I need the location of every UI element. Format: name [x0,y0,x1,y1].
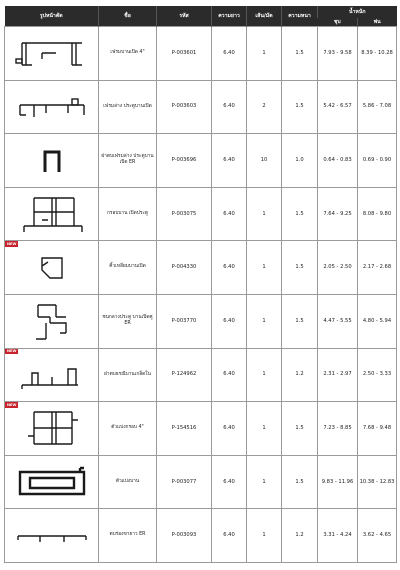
profile-code: P-124962 [157,348,212,402]
profile-weight-a: 2.05 - 2.50 [318,241,358,295]
table-row [5,348,397,402]
table-row [5,27,397,81]
profile-qty: 1 [247,348,282,402]
profile-weight-b: 4.80 - 5.94 [358,294,397,348]
profile-code: P-003696 [157,134,212,188]
profile-weight-b: 7.68 - 9.48 [358,402,397,456]
table-row [5,455,397,509]
profile-length: 6.40 [212,27,247,81]
profile-drawing-sash-divider [10,462,94,502]
header-weight-b: พ่น [358,18,397,27]
profile-name: คิ้วเหลี่ยมบานเปิด [99,241,157,295]
profile-name: ตัวแบ่งบาน [99,455,157,509]
header-name: ชื่อ [99,6,157,27]
profile-thickness: 1.5 [282,187,318,241]
profile-thickness: 1.5 [282,27,318,81]
profile-length: 6.40 [212,294,247,348]
profile-weight-a: 7.23 - 8.85 [318,402,358,456]
profile-thickness: 1.2 [282,509,318,563]
profile-name: เฟรมบานเปิด 4" [99,27,157,81]
profile-cell [5,187,99,241]
profile-cell [5,134,99,188]
profile-weight-a: 4.47 - 5.55 [318,294,358,348]
profile-name: กรอบบาน เปิดประตู [99,187,157,241]
profile-length: 6.40 [212,80,247,134]
profile-weight-b: 8.08 - 9.80 [358,187,397,241]
profile-weight-b: 3.62 - 4.65 [358,509,397,563]
profile-code: P-003093 [157,509,212,563]
profile-thickness: 1.5 [282,241,318,295]
profile-drawing-door-sash [12,192,92,236]
table-body [5,27,397,563]
profile-name: เฟรมล่าง ประตูบานเปิด [99,80,157,134]
profile-length: 6.40 [212,348,247,402]
header-weight: น้ำหนัก [318,6,397,18]
profile-length: 6.40 [212,402,247,456]
profile-cell [5,455,99,509]
profile-name: ฝาตบธรณีบานเกล็ดใน [99,348,157,402]
profile-weight-b: 2.50 - 3.33 [358,348,397,402]
profile-thickness: 1.5 [282,402,318,456]
profile-qty: 1 [247,294,282,348]
profile-drawing-square-trim [12,248,92,288]
profile-length: 6.40 [212,187,247,241]
profile-cell [5,402,99,456]
profile-table [4,6,397,563]
header-thickness: ความหนา [282,6,318,27]
profile-weight-a: 3.31 - 4.24 [318,509,358,563]
profile-cell [5,27,99,81]
profile-qty: 1 [247,455,282,509]
profile-weight-a: 0.64 - 0.83 [318,134,358,188]
profile-drawing-frame-4in [12,33,92,73]
profile-weight-a: 9.83 - 11.96 [318,455,358,509]
profile-length: 6.40 [212,509,247,563]
table-row [5,80,397,134]
profile-code: P-003077 [157,455,212,509]
profile-drawing-frame-divider [12,406,92,450]
header-weight-a: ชุบ [318,18,358,27]
profile-name: ฝาตบเฟรมล่าง ประตูบานเปิด ER [99,134,157,188]
profile-code: P-003601 [157,27,212,81]
profile-code: P-003603 [157,80,212,134]
profile-qty: 2 [247,80,282,134]
profile-code: P-003075 [157,187,212,241]
profile-cell [5,241,99,295]
profile-thickness: 1.2 [282,348,318,402]
new-badge: NEW [7,402,17,407]
profile-weight-a: 7.64 - 9.25 [318,187,358,241]
profile-drawing-long-groove-cover [10,516,94,556]
profile-drawing-bottom-frame [12,87,92,127]
profile-cell [5,509,99,563]
table-row [5,241,397,295]
header-qty: เส้น/มัด [247,6,282,27]
profile-weight-b: 0.69 - 0.90 [358,134,397,188]
table-row [5,294,397,348]
profile-qty: 1 [247,241,282,295]
profile-weight-b: 8.39 - 10.28 [358,27,397,81]
header-length: ความยาว [212,6,247,27]
profile-thickness: 1.5 [282,294,318,348]
profile-code: P-004330 [157,241,212,295]
new-badge: NEW [7,241,17,246]
profile-length: 6.40 [212,241,247,295]
profile-drawing-cover [12,140,92,180]
profile-thickness: 1.5 [282,80,318,134]
profile-code: P-003770 [157,294,212,348]
profile-weight-a: 2.31 - 2.97 [318,348,358,402]
header-code: รหัส [157,6,212,27]
profile-drawing-center-meeting [12,299,92,343]
profile-weight-a: 5.42 - 6.57 [318,80,358,134]
profile-cell [5,348,99,402]
profile-qty: 1 [247,27,282,81]
header-image: รูปหน้าตัด [5,6,99,27]
profile-code: P-154516 [157,402,212,456]
profile-weight-b: 2.17 - 2.68 [358,241,397,295]
profile-qty: 1 [247,402,282,456]
new-badge: NEW [7,349,17,354]
profile-weight-b: 10.38 - 12.83 [358,455,397,509]
profile-name: ชนกลางประตู บานเปิดคู่ ER [99,294,157,348]
profile-cell [5,294,99,348]
table-row [5,402,397,456]
profile-cell [5,80,99,134]
profile-qty: 10 [247,134,282,188]
profile-length: 6.40 [212,455,247,509]
profile-weight-a: 7.93 - 9.58 [318,27,358,81]
table-row [5,134,397,188]
profile-qty: 1 [247,187,282,241]
profile-thickness: 1.0 [282,134,318,188]
profile-name: ตบร่องขายาว ER [99,509,157,563]
profile-weight-b: 5.86 - 7.08 [358,80,397,134]
table-row [5,187,397,241]
profile-name: ตัวแบ่งกรอบ 4" [99,402,157,456]
profile-drawing-sill-cover [12,355,92,395]
table-header [5,6,397,27]
table-row [5,509,397,563]
profile-thickness: 1.5 [282,455,318,509]
profile-qty: 1 [247,509,282,563]
profile-length: 6.40 [212,134,247,188]
